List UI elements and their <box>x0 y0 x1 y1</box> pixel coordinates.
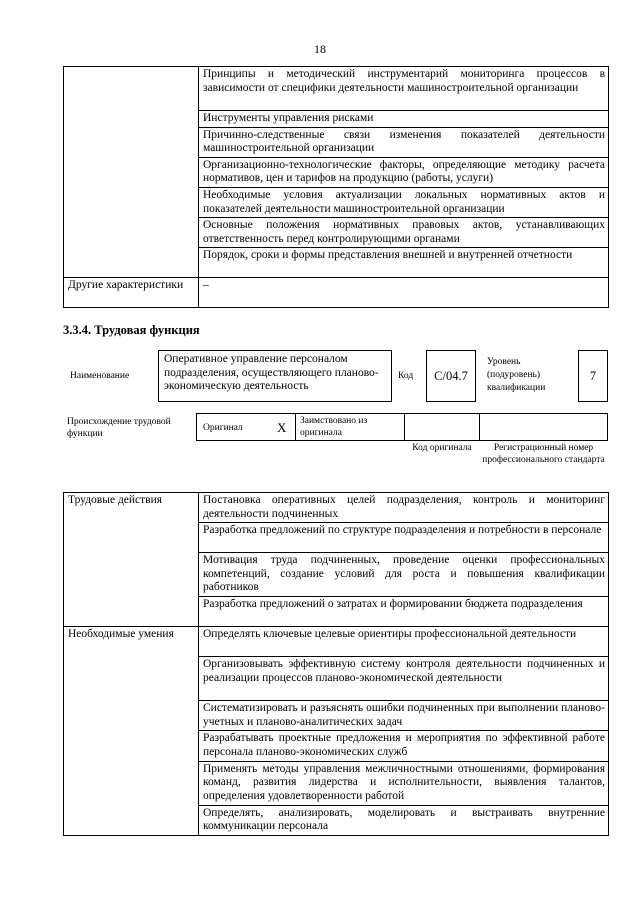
origin-label: Происхождение трудовой функции <box>67 417 171 439</box>
skill-item: Организовывать эффективную систему контроля деятельности подчиненных и реализации процессов планово-экономической деятельности <box>199 657 609 701</box>
knowledge-item: Основные положения нормативных правовых актов, устанавливающих ответственность перед контролирующими органами <box>199 218 609 248</box>
knowledge-item: Причинно-следственные связи изменения показателей деятельности машиностроительной организации <box>199 127 609 157</box>
skill-item: Применять методы управления межличностными отношениями, формирования команд, развития лидерства и исполнительности, выявления талантов, определения удовлетворенности работой <box>199 761 609 805</box>
skills-label: Необходимые умения <box>64 627 199 836</box>
borrowed-cell <box>295 413 405 441</box>
name-label: Наименование <box>70 371 130 381</box>
function-code-box: C/04.7 <box>426 350 476 402</box>
knowledge-item: Принципы и методический инструментарий мониторинга процессов в зависимости от специфики деятельности машиностроительной организации <box>199 67 609 111</box>
section-heading: 3.3.4. Трудовая функция <box>63 323 200 337</box>
other-characteristics-value: – <box>199 278 609 308</box>
skill-item: Систематизировать и разъяснять ошибки подчиненных при выполнении планово-учетных и планово-аналитических задач <box>199 701 609 731</box>
function-table <box>63 492 609 836</box>
original-label: Оригинал <box>203 423 243 433</box>
function-name-box: Оперативное управление персоналом подразделения, осуществляющего планово-экономическую деятельность <box>158 350 392 402</box>
original-cell <box>196 413 296 441</box>
knowledge-item: Организационно-технологические факторы, определяющие методику расчета нормативов, цен и тарифов на продукцию (работы, услуги) <box>199 157 609 187</box>
registration-number-cell <box>479 413 608 441</box>
level-label: Уровень (подуровень) квалификации <box>487 357 546 393</box>
borrowed-label: Заимствовано из оригинала <box>300 416 368 438</box>
action-item: Мотивация труда подчиненных, проведение оценки профессиональных компетенций, создание условий для роста и повышения квалификации работников <box>199 553 609 597</box>
original-code-cell <box>404 413 480 441</box>
knowledge-label-cell <box>64 67 199 278</box>
other-characteristics-label: Другие характеристики <box>64 278 199 308</box>
page-number: 18 <box>314 42 326 56</box>
original-mark: X <box>277 420 287 435</box>
knowledge-item: Необходимые условия актуализации локальных нормативных актов и показателей деятельности машиностроительной организации <box>199 187 609 217</box>
action-item: Постановка оперативных целей подразделения, контроль и мониторинг деятельности подчиненных <box>199 493 609 523</box>
skill-item: Определять, анализировать, моделировать и выстраивать внутренние коммуникации персонала <box>199 805 609 835</box>
skill-item: Разрабатывать проектные предложения и мероприятия по эффективной работе персонала планово-экономических служб <box>199 731 609 761</box>
reg-number-caption: Регистрационный номер профессионального стандарта <box>482 443 605 465</box>
level-value-box: 7 <box>578 350 608 402</box>
knowledge-table <box>63 66 609 308</box>
action-item: Разработка предложений по структуре подразделения и потребности в персонале <box>199 523 609 553</box>
action-item: Разработка предложений о затратах и формировании бюджета подразделения <box>199 597 609 627</box>
skill-item: Определять ключевые целевые ориентиры профессиональной деятельности <box>199 627 609 657</box>
actions-label: Трудовые действия <box>64 493 199 627</box>
knowledge-item: Порядок, сроки и формы представления внешней и внутренней отчетности <box>199 248 609 278</box>
knowledge-item: Инструменты управления рисками <box>199 111 609 128</box>
code-caption: Код оригинала <box>412 443 472 453</box>
code-label: Код <box>398 371 414 381</box>
